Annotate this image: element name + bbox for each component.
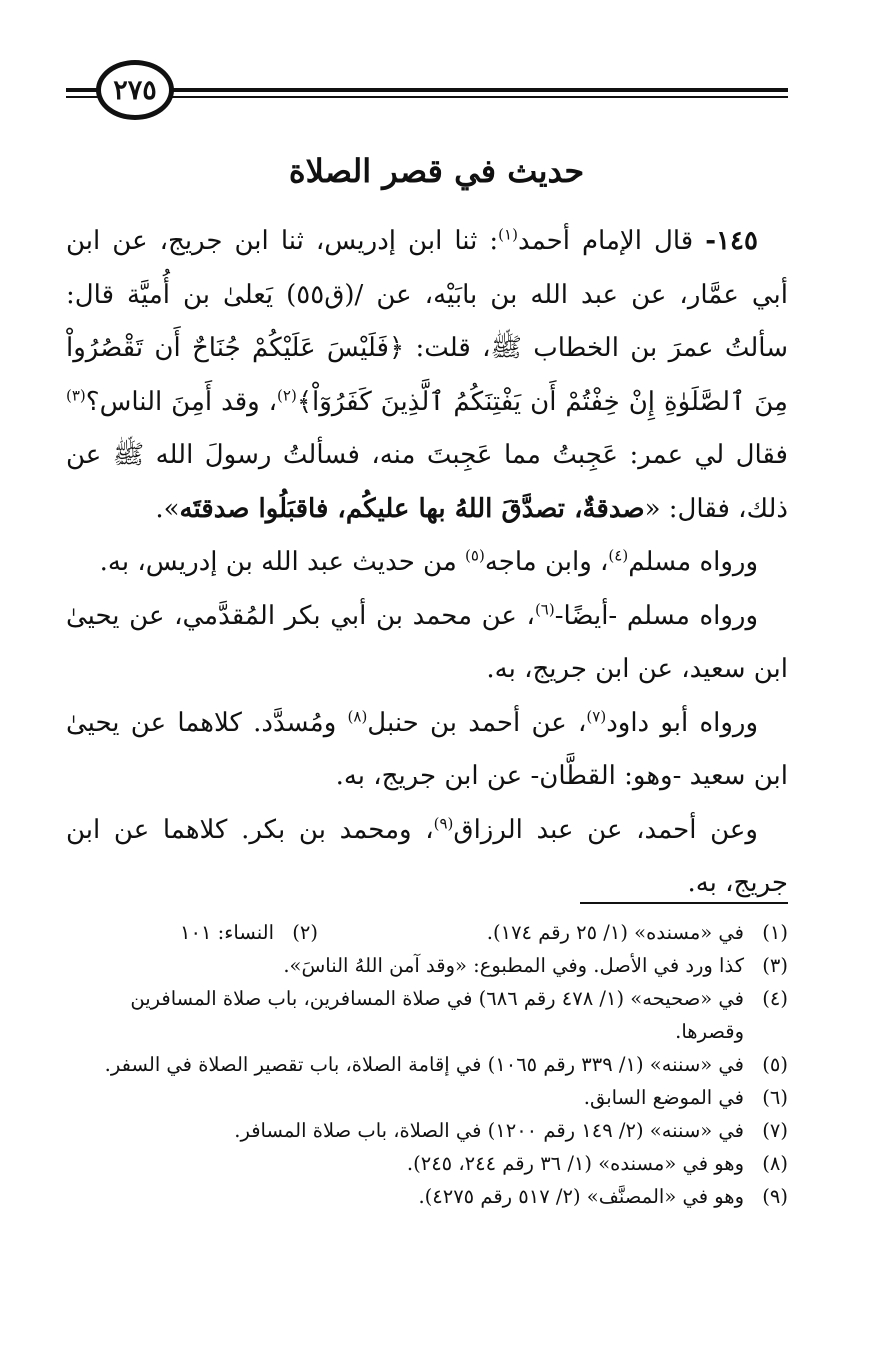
main-text <box>66 215 788 911</box>
text-run: ورواه مسلم <box>628 547 758 577</box>
footnote-mark: (٤) <box>762 987 788 1010</box>
footnote-mark: (٣) <box>762 954 788 977</box>
footnote-ref[interactable]: (٧) <box>586 706 607 725</box>
footnote-text: في «صحيحه» (١/ ٤٧٨ رقم ٦٨٦) في صلاة المسافرين، باب صلاة المسافرين وقصرها. <box>130 987 744 1043</box>
footnote-ref[interactable]: (١) <box>498 225 518 244</box>
text-run: ومُسدَّد. كلاهما عن يحيىٰ ابن سعيد -وهو: القطَّان- عن ابن جريج، به. <box>66 707 788 791</box>
paragraph-narration-4 <box>66 804 788 911</box>
header-rule-thick <box>66 88 788 92</box>
footnote-7 <box>60 1114 788 1147</box>
footnote-ref[interactable]: (٨) <box>347 706 368 725</box>
footnote-text: في «سننه» (٢/ ١٤٩ رقم ١٢٠٠) في الصلاة، باب صلاة المسافر. <box>234 1119 744 1142</box>
text-run: ، ومحمد بن بكر. كلاهما عن ابن جريج، به. <box>66 814 788 898</box>
text-run: ، عن أحمد بن حنبل <box>367 707 587 738</box>
footnote-ref[interactable]: (٣) <box>66 385 86 404</box>
footnote-ref[interactable]: (٥) <box>465 546 485 565</box>
footnotes <box>60 916 788 1213</box>
text-run: : ثنا ابن إدريس، ثنا ابن جريج، عن ابن أبي عمَّار، عن عبد الله بن بابَيْه، عن /(ق٥٥) يَعلىٰ بن أُميَّة قال: سألتُ عمرَ بن الخطاب ﷺ، قلت: ﴿فَلَيْسَ عَلَيْكُمْ جُنَاحٌ أَن تَقْصُرُواْ مِنَ ٱلصَّلَوٰةِ إِنْ خِفْتُمْ أَن يَفْتِنَكُمُ ٱلَّذِينَ كَفَرُوٓاْ﴾ <box>66 226 788 417</box>
footnote-mark: (٩) <box>762 1185 788 1208</box>
footnote-text: النساء: ١٠١ <box>180 921 274 944</box>
paragraph-145 <box>66 215 788 536</box>
footnote-text: في الموضع السابق. <box>583 1086 744 1109</box>
text-run: ورواه أبو داود <box>606 707 759 738</box>
footnote-text: في «سننه» (١/ ٣٣٩ رقم ١٠٦٥) في إقامة الصلاة، باب تقصير الصلاة في السفر. <box>104 1053 744 1076</box>
footnote-text: وهو في «المصنَّف» (٢/ ٥١٧ رقم ٤٢٧٥). <box>418 1185 744 1208</box>
section-title: حديث في قصر الصلاة <box>288 152 585 190</box>
text-run: فقال لي عمر: عَجِبتُ مما عَجِبتَ منه، فسألتُ رسولَ الله ﷺ عن ذلك، فقال: « <box>66 440 788 524</box>
paragraph-narration-1 <box>66 536 788 590</box>
footnote-text: في «مسنده» (١/ ٢٥ رقم ١٧٤). <box>486 921 744 944</box>
text-run: قال الإمام أحمد <box>517 226 706 256</box>
text-run: وعن أحمد، عن عبد الرزاق <box>453 814 758 845</box>
text-run: ، وقد أَمِنَ الناس؟ <box>85 386 278 417</box>
footnote-row <box>60 916 788 949</box>
hadith-number: ١٤٥- <box>705 226 758 256</box>
prophetic-quote: صدقةٌ، تصدَّقَ اللهُ بها عليكُم، فاقبَلُوا صدقتَه <box>179 493 645 524</box>
footnote-text: وهو في «مسنده» (١/ ٣٦ رقم ٢٤٤، ٢٤٥). <box>406 1152 744 1175</box>
footnote-1 <box>318 916 788 949</box>
paragraph-narration-3 <box>66 697 788 804</box>
footnote-mark: (٦) <box>762 1086 788 1109</box>
footnote-ref[interactable]: (٤) <box>608 546 629 565</box>
footnote-ref[interactable]: (٦) <box>534 599 555 618</box>
paragraph-narration-2 <box>66 590 788 697</box>
footnote-mark: (٢) <box>292 921 318 944</box>
footnote-6 <box>60 1081 788 1114</box>
footnote-separator <box>580 902 788 904</box>
footnote-2 <box>180 916 318 949</box>
footnote-mark: (١) <box>762 921 788 944</box>
footnote-mark: (٥) <box>762 1053 788 1076</box>
text-run: من حديث عبد الله بن إدريس، به. <box>99 547 466 577</box>
footnote-mark: (٧) <box>762 1119 788 1142</box>
footnote-4 <box>60 982 788 1048</box>
text-run: ». <box>155 493 180 524</box>
text-run: ، عن محمد بن أبي بكر المُقدَّمي، عن يحيىٰ ابن سعيد، عن ابن جريج، به. <box>66 600 788 684</box>
footnote-5 <box>60 1048 788 1081</box>
page-number: ٢٧٥ <box>96 60 174 120</box>
header-rule <box>66 84 788 104</box>
footnote-9 <box>60 1180 788 1213</box>
footnote-8 <box>60 1147 788 1180</box>
footnote-ref[interactable]: (٩) <box>433 813 454 832</box>
footnote-mark: (٨) <box>762 1152 788 1175</box>
header-rule-thin <box>66 96 788 98</box>
footnote-3 <box>60 949 788 982</box>
text-run: ورواه مسلم -أيضًا- <box>554 600 758 631</box>
text-run: ، وابن ماجه <box>484 547 609 577</box>
footnote-text: كذا ورد في الأصل. وفي المطبوع: «وقد آمن اللهُ الناسَ». <box>283 954 744 977</box>
footnote-ref[interactable]: (٢) <box>277 385 297 404</box>
